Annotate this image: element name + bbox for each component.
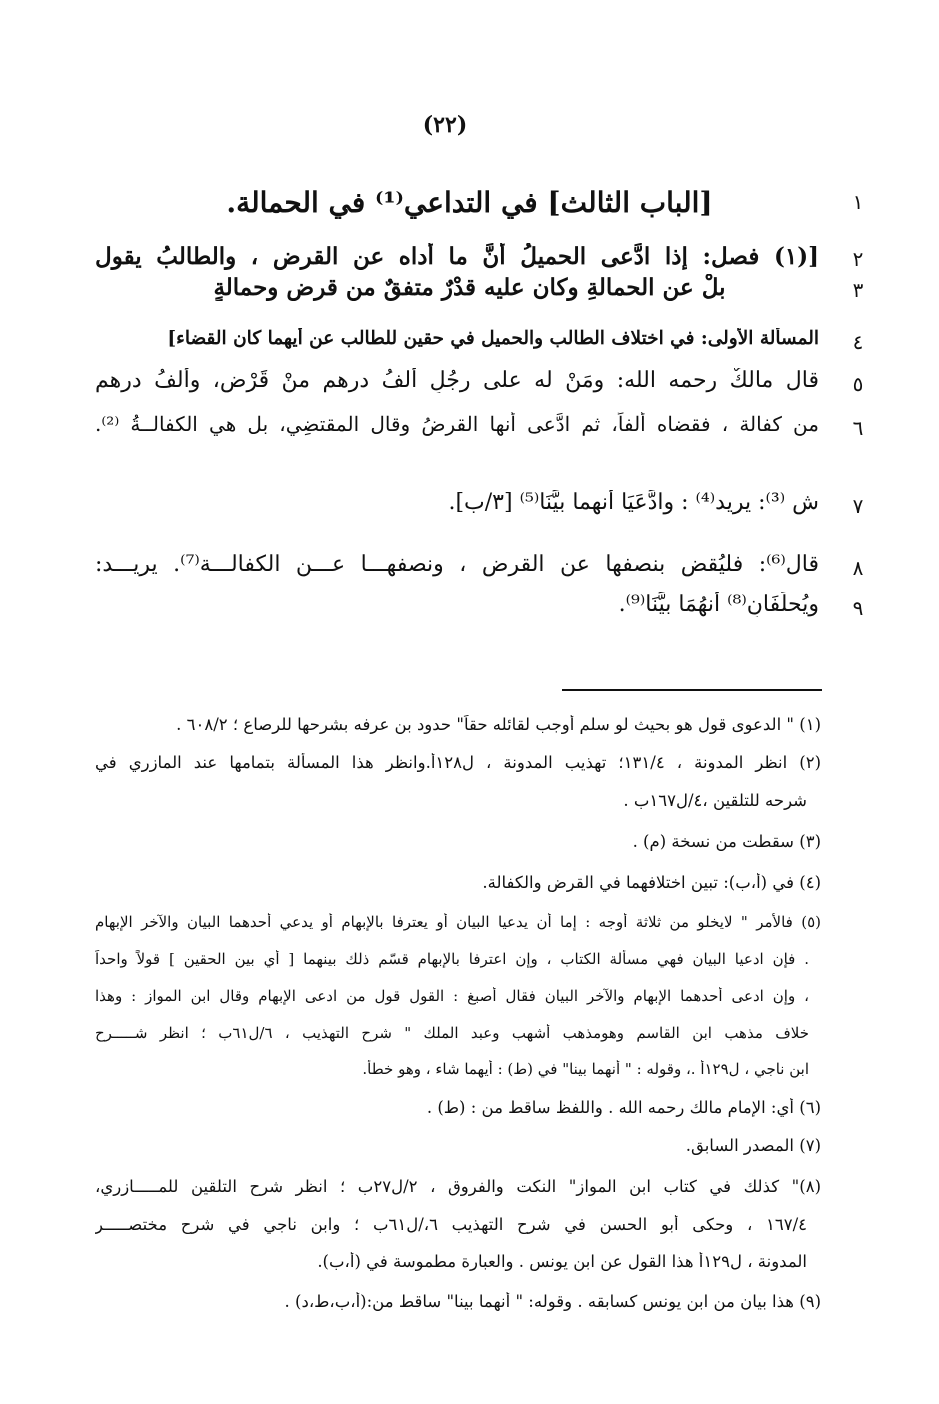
text-line-3: [0, 274, 939, 314]
footnote-line: . فإن ادعيا البيان فهي مسألة الكتاب ، وإن اعترفا بالإبهام قسّم ذلك بينهما [ أي بين الحقين ] قولاً واحداً: [95, 950, 809, 968]
footnote-line: المدونة ، ل١٢٩أ هذا القول عن ابن يونس . والعبارة مطموسة في (أ،ب).: [317, 1252, 807, 1271]
text-line-5: [0, 368, 939, 408]
text-line-6: [0, 412, 939, 452]
footnote-divider: [562, 689, 822, 691]
footnote-line: (٥) فالأمر " لايخلو من ثلاثة أوجه : إما أن يدعيا البيان أو يعترفا بالإبهام أو يدعي أحدهما البيان والآخر الإبهام: [95, 913, 821, 931]
page-number: (٢٢): [422, 112, 468, 138]
text-line-7: [0, 490, 939, 530]
line-number: ٢: [852, 247, 864, 271]
footnote-line: (٤) في (أ،ب): تبين اختلافهما في القرض والكفالة.: [482, 873, 821, 892]
body-text: ش ⁽³⁾: يريد⁽⁴⁾ : وادَّعَيَا أنهما بيَّنَا⁽⁵⁾ [٣/ب].: [448, 490, 819, 515]
text-line-4: [0, 326, 939, 366]
line-number: ١: [852, 190, 864, 214]
body-text: من كفالة ، فقضاه ألفاً، ثم ادَّعى أنها القرضُ وقال المقتضِي، بل هي الكفالــةُ ⁽²⁾.: [95, 412, 819, 436]
section-heading-line: [(١) فصل: إذا ادَّعى الحميلُ أنَّ ما أداه عن القرض ، والطالبُ يقول: [95, 243, 819, 270]
footnote-line: خلاف مذهب ابن القاسم وهومذهب أشهب وعبد الملك " شرح التهذيب ، ٦/ل٦١ب ؛ انظر شـــــرح: [95, 1024, 809, 1042]
line-number: ٧: [852, 494, 864, 518]
footnote-line: ابن ناجي ، ل١٢٩أ .، وقوله : " أنهما بينا" في (ط) : أيهما شاء ، وهو خطأ.: [362, 1060, 809, 1078]
footnote-line: (٩) هذا بيان من ابن يونس كسابقه . وقوله: " أنهما بينا" ساقط من:(أ،ب،ط،د) .: [284, 1292, 821, 1311]
section-heading-line: بلْ عن الحمالةِ وكان عليه قدْرٌ متفقٌ من قرضٍ وحمالةٍ: [213, 274, 726, 301]
footnote-line: (٣) سقطت من نسخة (م) .: [632, 832, 821, 851]
issue-heading: المسألة الأولى: في اختلاف الطالب والحميل في حقين للطالب عن أيهما كان القضاء]: [167, 328, 819, 349]
line-number: ٩: [852, 596, 864, 620]
text-line-1: [0, 186, 939, 226]
footnote-line: ، وإن ادعى أحدهما الإبهام والآخر البيان فقال أصبغ : القول قول من ادعى الإبهام وقال ابن المواز : وهذا: [95, 987, 809, 1005]
footnote-line: شرحه للتلقين ،٤/ل١٦٧ب .: [623, 791, 807, 810]
text-line-9: [0, 592, 939, 632]
line-number: ٤: [852, 330, 864, 354]
line-number: ٣: [852, 278, 864, 302]
body-text: قال⁽⁶⁾: فليُقض بنصفها عن القرضِ ، ونصفهـــا عـــن الكفالـــة⁽⁷⁾. يريـــد:: [95, 552, 819, 577]
footnote-line: (٧) المصدر السابق.: [685, 1136, 821, 1155]
text-line-8: [0, 552, 939, 592]
body-text: قال مالكٌ رحمه الله: ومَنْ له على رجُلٍ ألفُ درهمٍ منْ قَرْضٍ، وألفُ درهمٍ: [95, 368, 819, 393]
line-number: ٥: [852, 372, 864, 396]
footnote-line: (٢) انظر المدونة ، ١٣١/٤؛ تهذيب المدونة ، ل١٢٨أ.وانظر هذا المسألة بتمامها عند المازري في: [95, 753, 821, 772]
footnote-line: (٨)" كذلك في كتاب ابن المواز" النكت والفروق ، ٢/ل٢٧ب ؛ انظر شرح التلقين للمـــــازري،: [95, 1177, 821, 1196]
line-number: ٦: [852, 416, 864, 440]
footnote-line: (١) " الدعوى قول هو بحيث لو سلم أوجب لقائله حقاً" حدود بن عرفه بشرحها للرصاع ؛ ٦٠٨/٢ .: [176, 715, 821, 734]
footnote-line: (٦) أي: الإمام مالك رحمه الله . واللفظ ساقط من : (ط) .: [426, 1098, 821, 1117]
line-number: ٨: [852, 556, 864, 580]
chapter-title: [الباب الثالث] في التداعي⁽¹⁾ في الحمالة.: [226, 186, 713, 219]
body-text: ويُحلِّفَانِ⁽⁸⁾ أنهُمَا بيَّنَا⁽⁹⁾.: [618, 592, 819, 617]
footnote-line: ١٦٧/٤ ، وحكى أبو الحسن في شرح التهذيب ٦،/ل٦١ب ؛ وابن ناجي في شرح مختصـــــر: [95, 1215, 807, 1234]
